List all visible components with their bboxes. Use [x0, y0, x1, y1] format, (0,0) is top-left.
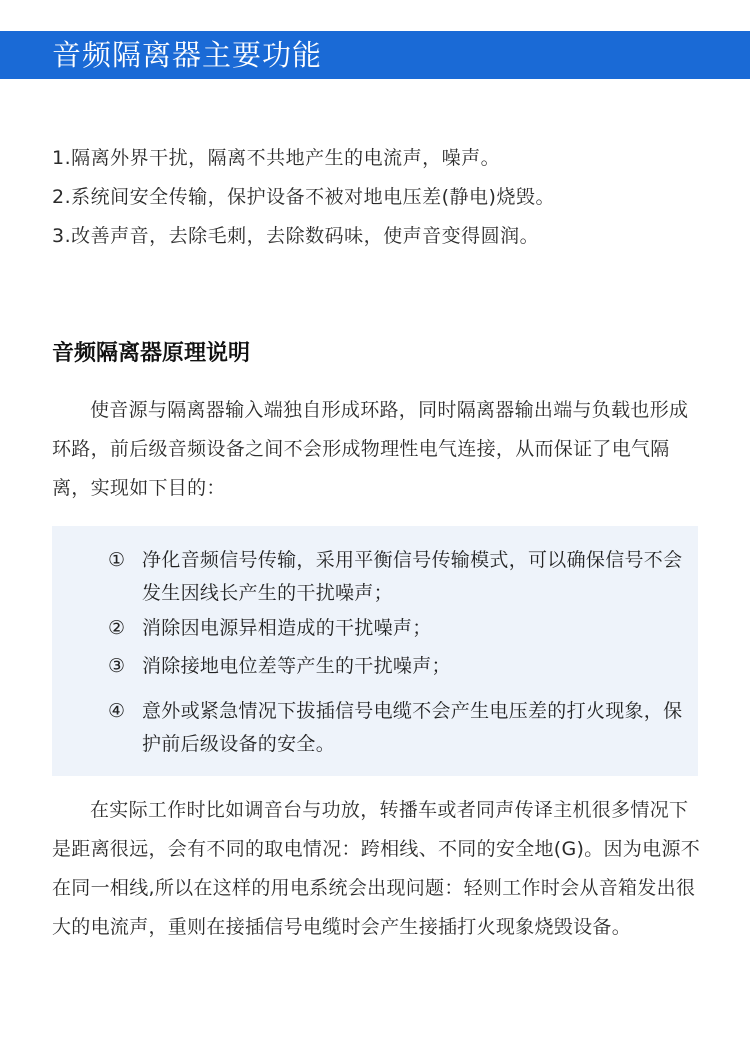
purpose-number: ③ [108, 655, 126, 677]
function-item-2: 2.系统间安全传输，保护设备不被对地电压差(静电)烧毁。 [52, 186, 555, 208]
banner-title: 音频隔离器主要功能 [52, 38, 323, 72]
purpose-item-1 [108, 544, 688, 610]
purpose-text: 消除接地电位差等产生的干扰噪声； [142, 655, 451, 677]
section-title: 音频隔离器原理说明 [52, 341, 251, 366]
detail-paragraph: 在实际工作时比如调音台与功放，转播车或者同声传译主机很多情况下是距离很远，会有不同的取电情况：跨相线、不同的安全地(G)。因为电源不在同一相线,所以在这样的用电系统会出现问题：轻则工作时会从音箱发出很大的电流声，重则在接插信号电缆时会产生接插打火现象烧毁设备。 [52, 799, 701, 938]
function-list [52, 139, 732, 256]
purpose-text: 消除因电源异相造成的干扰噪声； [142, 617, 432, 639]
purpose-text: 意外或紧急情况下拔插信号电缆不会产生电压差的打火现象，保护前后级设备的安全。 [142, 700, 683, 755]
purpose-box [52, 526, 698, 776]
purpose-number: ① [108, 549, 126, 571]
purpose-text: 净化音频信号传输，采用平衡信号传输模式，可以确保信号不会发生因线长产生的干扰噪声； [142, 549, 683, 604]
purpose-number: ④ [108, 700, 126, 722]
purpose-item-3 [108, 650, 688, 683]
function-item-1: 1.隔离外界干扰，隔离不共地产生的电流声，噪声。 [52, 147, 501, 169]
function-item-3: 3.改善声音，去除毛刺，去除数码味，使声音变得圆润。 [52, 225, 540, 247]
purpose-item-2 [108, 612, 688, 645]
intro-paragraph: 使音源与隔离器输入端独自形成环路，同时隔离器输出端与负载也形成环路，前后级音频设备之间不会形成物理性电气连接，从而保证了电气隔离，实现如下目的： [52, 399, 689, 499]
title-banner [0, 31, 750, 79]
purpose-item-4 [108, 695, 688, 761]
purpose-number: ② [108, 617, 126, 639]
